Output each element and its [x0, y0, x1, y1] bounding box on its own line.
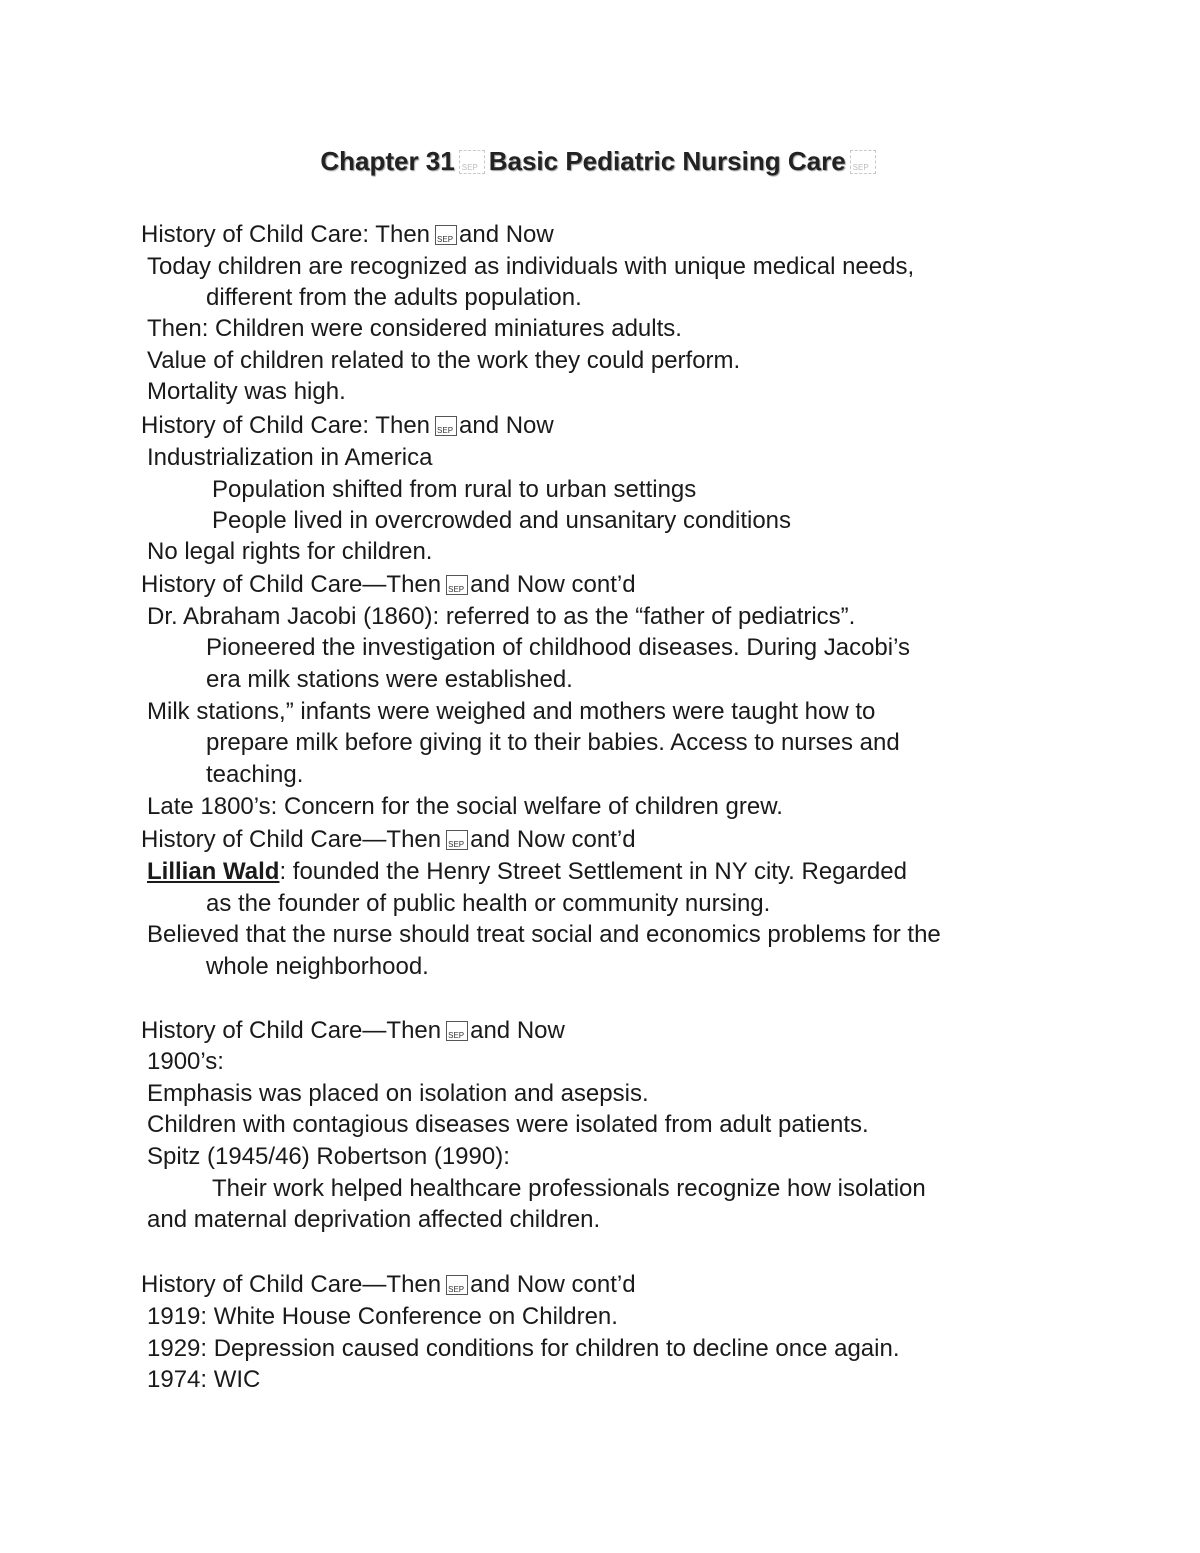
sep-placeholder-icon: [446, 830, 468, 850]
heading-text: and Now: [459, 221, 554, 248]
body-line: People lived in overcrowded and unsanitary conditions: [212, 507, 792, 534]
body-line: Today children are recognized as individuals with unique medical needs,: [147, 253, 915, 280]
person-name-lillian-wald: Lillian Wald: [147, 858, 280, 885]
body-line: whole neighborhood.: [206, 953, 429, 980]
heading-text: and Now: [470, 1017, 565, 1044]
sep-placeholder-icon: [459, 150, 485, 174]
sep-placeholder-icon: [446, 1021, 468, 1041]
body-line: Their work helped healthcare professionals recognize how isolation: [212, 1175, 926, 1202]
body-line: era milk stations were established.: [206, 666, 573, 693]
section-heading: [141, 825, 636, 855]
heading-text: and Now: [459, 412, 554, 439]
chapter-number: Chapter 31: [320, 146, 455, 176]
section-heading: [141, 1016, 565, 1046]
body-line: Milk stations,” infants were weighed and mothers were taught how to: [147, 698, 876, 725]
sep-placeholder-icon: [435, 225, 457, 245]
body-line: Late 1800’s: Concern for the social welfare of children grew.: [147, 793, 783, 820]
section-heading: [141, 570, 636, 600]
body-line: Spitz (1945/46) Robertson (1990):: [147, 1143, 510, 1170]
heading-text: and Now cont’d: [470, 571, 636, 598]
body-line: Dr. Abraham Jacobi (1860): referred to as the “father of pediatrics”.: [147, 603, 856, 630]
heading-text: History of Child Care—Then: [141, 1271, 442, 1298]
body-line: Believed that the nurse should treat social and economics problems for the: [147, 921, 941, 948]
heading-text: History of Child Care: Then: [141, 221, 431, 248]
heading-text: History of Child Care: Then: [141, 412, 431, 439]
section-heading: [141, 220, 554, 250]
body-line: Children with contagious diseases were isolated from adult patients.: [147, 1111, 869, 1138]
heading-text: and Now cont’d: [470, 1271, 636, 1298]
body-line: 1900’s:: [147, 1048, 224, 1075]
sep-placeholder-icon: [446, 575, 468, 595]
page-title: [0, 143, 1200, 179]
body-line: [147, 857, 907, 887]
sep-placeholder-icon: [446, 1275, 468, 1295]
chapter-title: Basic Pediatric Nursing Care: [488, 146, 846, 176]
body-line: and maternal deprivation affected children.: [147, 1206, 601, 1233]
sep-placeholder-icon: [435, 416, 457, 436]
section-heading: [141, 411, 554, 441]
body-line: 1919: White House Conference on Children.: [147, 1303, 618, 1330]
body-line: Mortality was high.: [147, 378, 346, 405]
body-line: 1974: WIC: [147, 1366, 261, 1393]
body-line: Then: Children were considered miniatures adults.: [147, 315, 682, 342]
body-line: Value of children related to the work they could perform.: [147, 347, 741, 374]
body-line: as the founder of public health or community nursing.: [206, 890, 771, 917]
body-line: Industrialization in America: [147, 444, 433, 471]
body-line: different from the adults population.: [206, 284, 582, 311]
body-line: Pioneered the investigation of childhood diseases. During Jacobi’s: [206, 634, 911, 661]
body-line: teaching.: [206, 761, 304, 788]
section-heading: [141, 1270, 636, 1300]
body-line: Emphasis was placed on isolation and asepsis.: [147, 1080, 649, 1107]
body-text: : founded the Henry Street Settlement in NY city. Regarded: [279, 858, 907, 885]
body-line: prepare milk before giving it to their babies. Access to nurses and: [206, 729, 900, 756]
heading-text: and Now cont’d: [470, 826, 636, 853]
sep-placeholder-icon: [850, 150, 876, 174]
heading-text: History of Child Care—Then: [141, 826, 442, 853]
body-line: Population shifted from rural to urban settings: [212, 476, 697, 503]
heading-text: History of Child Care—Then: [141, 571, 442, 598]
body-line: No legal rights for children.: [147, 538, 433, 565]
body-line: 1929: Depression caused conditions for children to decline once again.: [147, 1335, 900, 1362]
heading-text: History of Child Care—Then: [141, 1017, 442, 1044]
